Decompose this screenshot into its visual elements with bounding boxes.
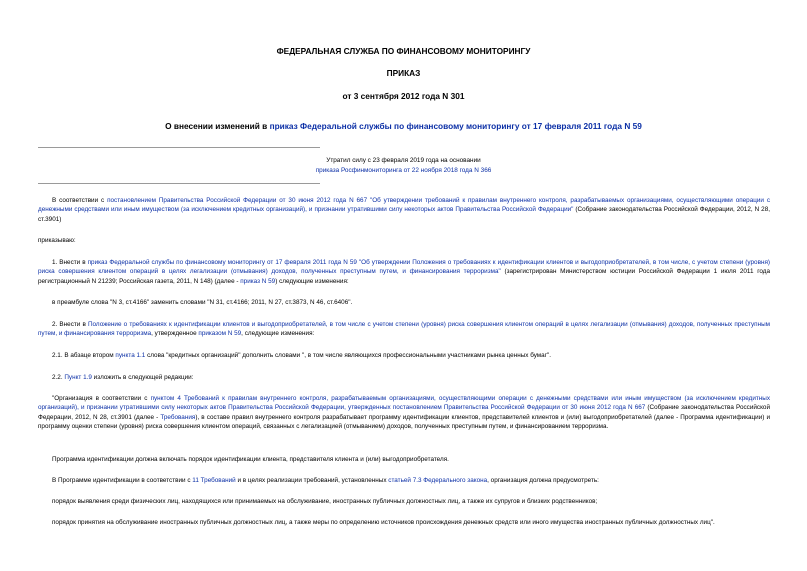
paragraph-program-provisions	[38, 476, 770, 485]
paragraph-order-word: приказываю:	[38, 237, 76, 244]
repeal-note-link[interactable]: приказа Росфинмониторинга от 22 ноября 2018 года N 366	[315, 167, 492, 174]
text-span: "Организация в соответствии с	[52, 395, 151, 402]
text-span: , организация должна предусмотреть:	[487, 477, 599, 484]
text-span: (зарегистрирован Министерством юстиции Российской Федерации 1 июля 2011 года регистрационный N 21239; Российская газета, 2011, N 148) (далее -	[38, 268, 770, 285]
note-bottom-rule	[38, 183, 320, 184]
doc-type-heading: ПРИКАЗ	[386, 68, 421, 78]
requirements-link[interactable]: Требования	[160, 413, 196, 421]
paragraph-item-2	[38, 320, 770, 339]
requirements-11-link[interactable]: 11 Требований	[192, 477, 236, 484]
text-span: 2. Внести в	[52, 321, 88, 328]
text-span: слова "кредитных организаций" дополнить словами ", в том числе являющихся профессиональными участниками рынка ценных бумаг".	[145, 352, 552, 359]
text-span: ), в составе правил внутреннего контроля разрабатывает программу идентификации клиентов, представителей клиентов и (или) выгодоприобретателей (далее - Программа идентификации) и программу оценки степени (уровня) риска совершения клиентом операций, связанных с легализацией (отмыванием) доходов, полученных преступным путем, и финансированием терроризма.	[38, 413, 770, 431]
title-prefix: О внесении изменений в	[165, 121, 270, 131]
text-span: и в целях реализации требований, установленных	[235, 477, 389, 484]
requirements-clause-4-link[interactable]: пунктом 4 Требований к правилам внутреннего контроля, разрабатываемым организациями, осуществляющими операции с денежными средствами или иным имуществом (за исключением кредитных организаций), и признании утратившими силу некоторых актов Правительства Российской Федерации, утвержденных постановлением Правительства Российской Федерации от 30 июня 2012 года N 667	[38, 395, 771, 412]
federal-law-article-7-3-link[interactable]: статьей 7.3 Федерального закона	[388, 477, 488, 484]
title-link[interactable]: приказ Федеральной службы по финансовому мониторингу от 17 февраля 2011 года N 59	[269, 121, 642, 131]
text-span: 2.1. В абзаце втором	[52, 352, 116, 359]
regulation-link[interactable]: Положение о требованиях к идентификации клиентов и выгодоприобретателей, в том числе с учетом степени (уровня) риска совершения клиентом операций в целях легализации (отмывания) доходов, полученных преступным путем, и финансирования терроризма	[38, 321, 770, 338]
note-top-rule	[38, 147, 320, 148]
order-59-link[interactable]: приказ Федеральной службы по финансовому мониторингу от 17 февраля 2011 года N 59 "Об утверждении Положения о требованиях к идентификации клиентов и выгодоприобретателей, в том числе, с учетом степени (уровня) риска совершения клиентом операций в целях легализации (отмывания) доходов, полученных преступным путем, и финансирования терроризма"	[38, 259, 770, 276]
repeal-note-line1: Утратил силу с 23 февраля 2019 года на основании	[326, 157, 481, 164]
paragraph-item-2-1	[38, 351, 770, 360]
paragraph-acceptance-procedure: порядок принятия на обслуживание иностранных публичных должностных лиц, а также меры по определению источников происхождения денежных средств или иного имущества иностранных публичных должностных лиц".	[52, 519, 715, 526]
paragraph-identification-procedure: порядок выявления среди физических лиц, находящихся или принимаемых на обслуживание, иностранных публичных должностных лиц, а также их супругов и близких родственников;	[52, 498, 598, 505]
agency-heading: ФЕДЕРАЛЬНАЯ СЛУЖБА ПО ФИНАНСОВОМУ МОНИТОРИНГУ	[276, 46, 531, 56]
document-title	[0, 121, 807, 131]
order-59-short-link[interactable]: приказ N 59	[240, 277, 276, 285]
doc-date-heading: от 3 сентября 2012 года N 301	[342, 91, 465, 101]
text-span: (Собрание законодательства Российской Федерации, 2012, N 28, ст.3901 (далее -	[38, 404, 770, 421]
text-span: 2.2.	[52, 374, 65, 381]
decree-667-link[interactable]: постановлением Правительства Российской Федерации от 30 июня 2012 года N 667 "Об утверждении требований к правилам внутреннего контроля, разрабатываемых организациями, осуществляющими операции с денежными средствами или иным имуществом (за исключением кредитных организаций), и признании утратившими силу некоторых актов Правительства Российской Федерации"	[38, 197, 770, 214]
paragraph-item-2-2	[38, 373, 770, 382]
text-span: (Собрание законодательства Российской Федерации, 2012, N 28, ст.3901)	[38, 206, 770, 223]
text-span: 1. Внести в	[52, 259, 88, 266]
paragraph-program-content: Программа идентификации должна включать порядок идентификации клиента, представителя клиента и (или) выгодоприобретателя.	[52, 456, 449, 463]
paragraph-preamble-change: в преамбуле слова "N 3, ст.4166" заменить словами "N 31, ст.4166; 2011, N 27, ст.3873, N 46, ст.6406".	[52, 299, 353, 306]
text-span: , утвержденное	[151, 330, 199, 338]
text-span: В соответствии с	[52, 197, 108, 204]
paragraph-basis	[38, 196, 770, 224]
text-span: , следующие изменения:	[241, 330, 315, 338]
text-span: ) следующие изменения:	[275, 277, 349, 285]
text-span: В Программе идентификации в соответствии с	[52, 477, 193, 484]
order-59-ref-link[interactable]: приказом N 59	[198, 330, 242, 338]
text-span: изложить в следующей редакции:	[91, 374, 194, 381]
clause-1-1-link[interactable]: пункта 1.1	[115, 352, 146, 359]
paragraph-new-wording	[38, 394, 770, 432]
paragraph-item-1	[38, 258, 770, 286]
repeal-note-line2	[0, 166, 807, 176]
clause-1-9-link[interactable]: Пункт 1.9	[64, 374, 92, 381]
